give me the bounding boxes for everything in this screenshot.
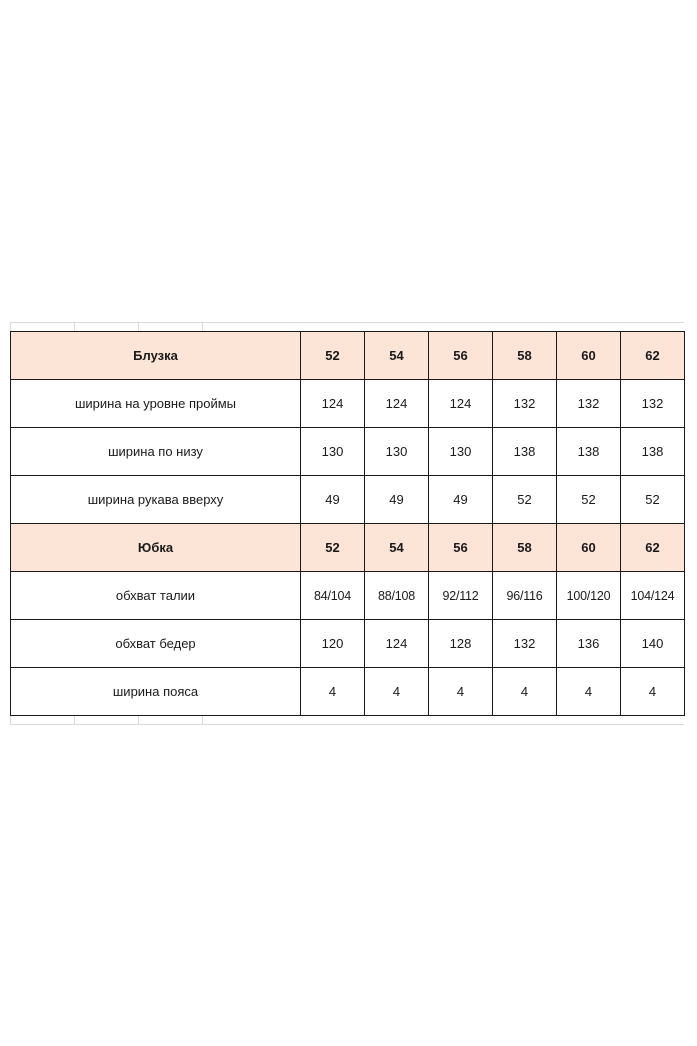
section-title[interactable]: Юбка: [11, 524, 301, 572]
sheet-gridline: [10, 322, 684, 323]
size-header-cell[interactable]: 58: [493, 332, 557, 380]
sheet-gridline: [202, 716, 203, 725]
sheet-gridline: [10, 716, 11, 725]
size-header-cell[interactable]: 54: [365, 332, 429, 380]
measurement-value[interactable]: 132: [621, 380, 685, 428]
measurement-value[interactable]: 138: [557, 428, 621, 476]
measurement-value[interactable]: 132: [557, 380, 621, 428]
measurement-value[interactable]: 52: [557, 476, 621, 524]
measurement-value[interactable]: 52: [621, 476, 685, 524]
measurement-value[interactable]: 49: [429, 476, 493, 524]
size-header-cell[interactable]: 60: [557, 524, 621, 572]
section-title[interactable]: Блузка: [11, 332, 301, 380]
measurement-value[interactable]: 124: [429, 380, 493, 428]
measurement-label[interactable]: ширина пояса: [11, 668, 301, 716]
sheet-gridline: [74, 322, 75, 331]
size-header-cell[interactable]: 52: [301, 332, 365, 380]
table-row: [11, 572, 685, 620]
measurement-value[interactable]: 130: [301, 428, 365, 476]
measurement-value[interactable]: 4: [493, 668, 557, 716]
size-header-cell[interactable]: 56: [429, 332, 493, 380]
measurement-value[interactable]: 124: [301, 380, 365, 428]
measurement-value[interactable]: 138: [493, 428, 557, 476]
table-row: [11, 380, 685, 428]
size-header-cell[interactable]: 62: [621, 332, 685, 380]
sheet-gridline: [138, 716, 139, 725]
measurement-value[interactable]: 124: [365, 620, 429, 668]
measurement-label[interactable]: ширина рукава вверху: [11, 476, 301, 524]
measurement-value[interactable]: 96/116: [493, 572, 557, 620]
table-row: [11, 668, 685, 716]
sheet-gridline: [10, 322, 11, 331]
measurement-value[interactable]: 132: [493, 380, 557, 428]
measurement-value[interactable]: 92/112: [429, 572, 493, 620]
size-header-cell[interactable]: 60: [557, 332, 621, 380]
measurement-value[interactable]: 124: [365, 380, 429, 428]
measurement-value[interactable]: 4: [621, 668, 685, 716]
measurement-value[interactable]: 104/124: [621, 572, 685, 620]
measurement-value[interactable]: 128: [429, 620, 493, 668]
size-header-cell[interactable]: 52: [301, 524, 365, 572]
sheet-gridline: [74, 716, 75, 725]
sheet-gridline: [138, 322, 139, 331]
measurement-value[interactable]: 88/108: [365, 572, 429, 620]
measurement-value[interactable]: 120: [301, 620, 365, 668]
measurement-value[interactable]: 49: [365, 476, 429, 524]
table-row: [11, 476, 685, 524]
size-header-cell[interactable]: 56: [429, 524, 493, 572]
measurement-value[interactable]: 100/120: [557, 572, 621, 620]
measurement-value[interactable]: 52: [493, 476, 557, 524]
sheet-gridline: [202, 322, 203, 331]
measurement-label[interactable]: ширина по низу: [11, 428, 301, 476]
section-header-skirt: [11, 524, 685, 572]
measurement-value[interactable]: 130: [429, 428, 493, 476]
table-row: [11, 428, 685, 476]
size-header-cell[interactable]: 54: [365, 524, 429, 572]
size-header-cell[interactable]: 58: [493, 524, 557, 572]
section-header-blouse: [11, 332, 685, 380]
measurement-value[interactable]: 84/104: [301, 572, 365, 620]
measurement-value[interactable]: 4: [301, 668, 365, 716]
measurement-label[interactable]: ширина на уровне проймы: [11, 380, 301, 428]
measurement-value[interactable]: 4: [429, 668, 493, 716]
size-chart-table: [10, 331, 685, 716]
measurement-value[interactable]: 49: [301, 476, 365, 524]
measurement-value[interactable]: 130: [365, 428, 429, 476]
measurement-value[interactable]: 138: [621, 428, 685, 476]
measurement-label[interactable]: обхват бедер: [11, 620, 301, 668]
measurement-value[interactable]: 136: [557, 620, 621, 668]
measurement-label[interactable]: обхват талии: [11, 572, 301, 620]
size-header-cell[interactable]: 62: [621, 524, 685, 572]
measurement-value[interactable]: 140: [621, 620, 685, 668]
sheet-gridline: [10, 724, 684, 725]
measurement-value[interactable]: 132: [493, 620, 557, 668]
measurement-value[interactable]: 4: [557, 668, 621, 716]
measurement-value[interactable]: 4: [365, 668, 429, 716]
table-row: [11, 620, 685, 668]
